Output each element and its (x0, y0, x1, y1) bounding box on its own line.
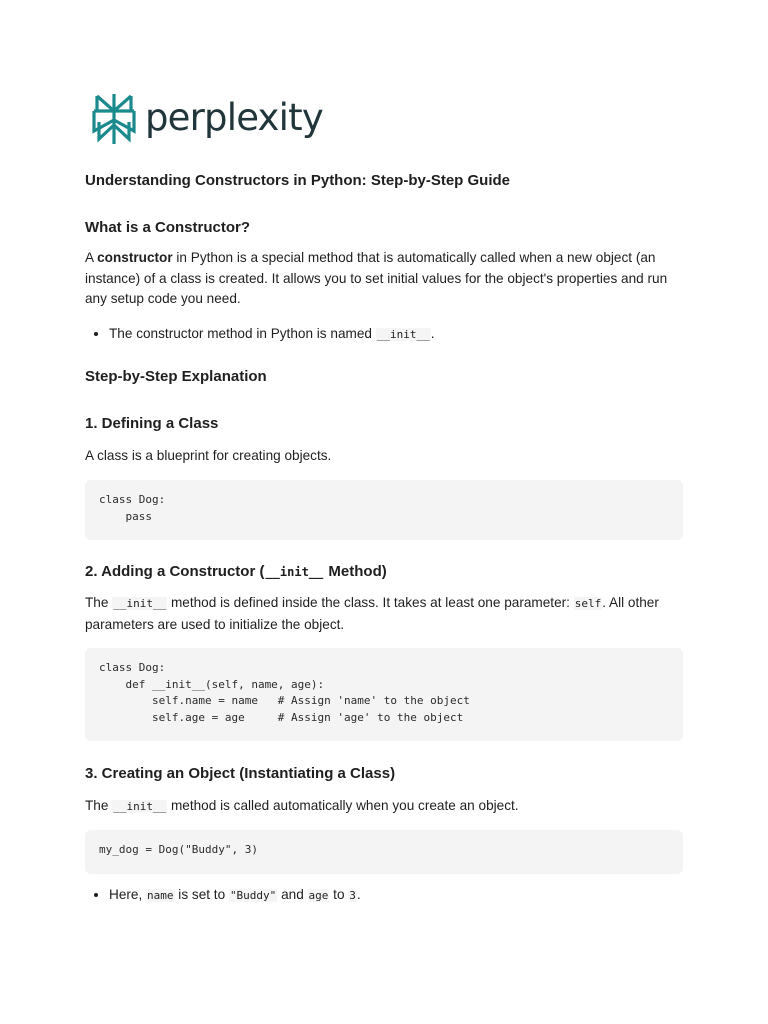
list-item-text: Here, (109, 887, 147, 902)
step-3-heading: 3. Creating an Object (Instantiating a Class) (85, 765, 396, 782)
list-item (109, 324, 683, 345)
list-item-text: to (329, 887, 349, 902)
list-item-text: . (356, 887, 361, 902)
step-1-text: A class is a blueprint for creating objects. (85, 448, 332, 463)
bullet-list (85, 885, 683, 906)
list-item-text: is set to (174, 887, 229, 902)
heading-text: 2. Adding a Constructor ( (85, 563, 265, 580)
section-heading-what-is-constructor: What is a Constructor? (85, 219, 251, 236)
paragraph-text: method is called automatically when you create an object. (167, 798, 519, 813)
step-2-text (85, 593, 683, 635)
list-item-text: and (277, 887, 308, 902)
logo-wordmark: perplexity (145, 95, 323, 139)
paragraph-text: The (85, 798, 113, 813)
code-block-class-definition: class Dog: pass (85, 480, 683, 540)
paragraph-text: in Python is a special method that is automatically called when a new object (an instance) of a class is created. It allows you to set initial values for the object's properties and run any setup code you need. (85, 250, 668, 306)
inline-code: __init__ (376, 328, 430, 341)
perplexity-logo (92, 92, 323, 146)
code-block-instantiation: my_dog = Dog("Buddy", 3) (85, 830, 683, 874)
inline-code: __init__ (113, 597, 167, 610)
step-3-text (85, 796, 683, 818)
list-item (109, 885, 683, 906)
paragraph-text: A (85, 250, 98, 265)
constructor-definition-paragraph (85, 248, 683, 310)
code-block-constructor: class Dog: def __init__(self, name, age): self.name = name # Assign 'name' to the object self.age = age # Assign 'age' to the object (85, 648, 683, 741)
bullet-list (85, 324, 683, 345)
paragraph-text: method is defined inside the class. It takes at least one parameter: (167, 595, 574, 610)
step-1-heading: 1. Defining a Class (85, 415, 219, 432)
step-2-heading (85, 563, 683, 580)
inline-code: name (147, 889, 174, 902)
paragraph-text: The (85, 595, 113, 610)
paragraph-text: . All other parameters are used to initialize the object. (85, 595, 659, 632)
list-item-text: . (430, 326, 435, 341)
heading-text: Method) (324, 563, 387, 580)
inline-code: __init__ (113, 800, 167, 813)
list-item-text: The constructor method in Python is named (109, 326, 376, 341)
inline-code: "Buddy" (229, 889, 277, 902)
inline-code: 3 (349, 889, 356, 902)
perplexity-logo-icon (92, 92, 136, 146)
inline-code: __init__ (265, 565, 324, 579)
document-title: Understanding Constructors in Python: Step-by-Step Guide (85, 172, 511, 189)
bold-term-constructor: constructor (97, 250, 173, 265)
inline-code: self (574, 597, 602, 610)
inline-code: age (308, 889, 329, 902)
section-heading-step-by-step: Step-by-Step Explanation (85, 368, 267, 385)
